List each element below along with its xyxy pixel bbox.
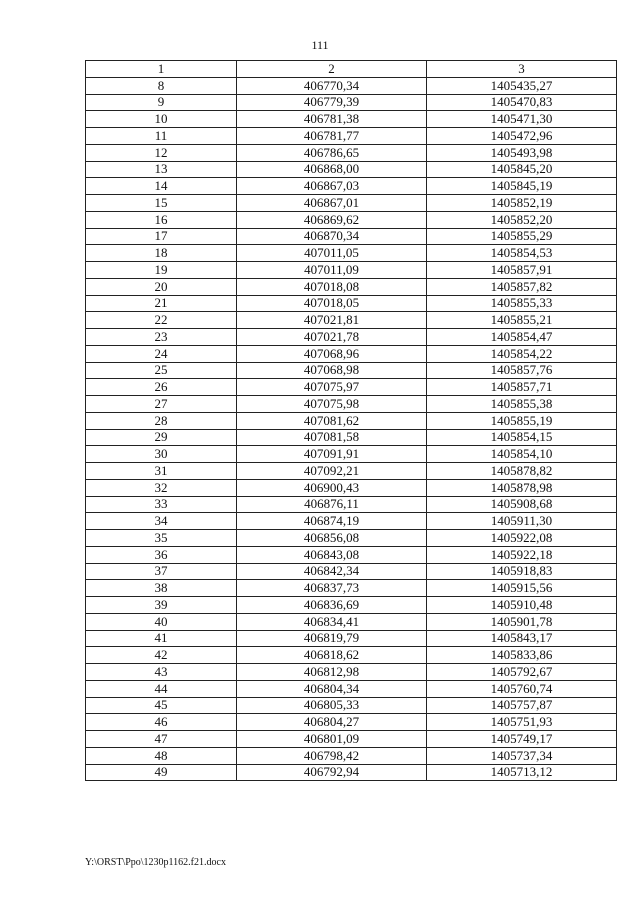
point-number-cell: 49: [86, 764, 237, 781]
point-number-cell: 17: [86, 228, 237, 245]
table-row: [86, 128, 617, 145]
point-number-cell: 11: [86, 128, 237, 145]
y-coordinate-cell: 1405472,96: [427, 128, 617, 145]
point-number-cell: 18: [86, 245, 237, 262]
y-coordinate-cell: 1405855,38: [427, 396, 617, 413]
table-row: [86, 178, 617, 195]
table-row: [86, 463, 617, 480]
x-coordinate-cell: 407081,58: [237, 429, 427, 446]
point-number-cell: 14: [86, 178, 237, 195]
y-coordinate-cell: 1405855,29: [427, 228, 617, 245]
x-coordinate-cell: 406870,34: [237, 228, 427, 245]
y-coordinate-cell: 1405915,56: [427, 580, 617, 597]
point-number-cell: 27: [86, 396, 237, 413]
x-coordinate-cell: 406801,09: [237, 731, 427, 748]
x-coordinate-cell: 406798,42: [237, 747, 427, 764]
table-row: [86, 211, 617, 228]
page-number: 111: [311, 38, 329, 52]
table-row: [86, 144, 617, 161]
x-coordinate-cell: 406779,39: [237, 94, 427, 111]
point-number-cell: 32: [86, 479, 237, 496]
point-number-cell: 16: [86, 211, 237, 228]
table-row: [86, 111, 617, 128]
x-coordinate-cell: 406856,08: [237, 530, 427, 547]
x-coordinate-cell: 406867,03: [237, 178, 427, 195]
coordinates-table: [85, 60, 617, 781]
x-coordinate-cell: 407018,08: [237, 278, 427, 295]
table-row: [86, 329, 617, 346]
point-number-cell: 40: [86, 613, 237, 630]
x-coordinate-cell: 406770,34: [237, 77, 427, 94]
x-coordinate-cell: 406834,41: [237, 613, 427, 630]
table-row: [86, 714, 617, 731]
point-number-cell: 42: [86, 647, 237, 664]
y-coordinate-cell: 1405854,15: [427, 429, 617, 446]
y-coordinate-cell: 1405760,74: [427, 680, 617, 697]
table-row: [86, 496, 617, 513]
point-number-cell: 13: [86, 161, 237, 178]
y-coordinate-cell: 1405854,10: [427, 446, 617, 463]
y-coordinate-cell: 1405854,47: [427, 329, 617, 346]
y-coordinate-cell: 1405751,93: [427, 714, 617, 731]
y-coordinate-cell: 1405833,86: [427, 647, 617, 664]
table-row: [86, 530, 617, 547]
table-row: [86, 345, 617, 362]
table-row: [86, 278, 617, 295]
table-row: [86, 429, 617, 446]
x-coordinate-cell: 407092,21: [237, 463, 427, 480]
table-row: [86, 295, 617, 312]
x-coordinate-cell: 406805,33: [237, 697, 427, 714]
table-row: [86, 412, 617, 429]
table-row: [86, 664, 617, 681]
x-coordinate-cell: 407021,81: [237, 312, 427, 329]
x-coordinate-cell: 407068,98: [237, 362, 427, 379]
table-row: [86, 479, 617, 496]
point-number-cell: 43: [86, 664, 237, 681]
point-number-cell: 22: [86, 312, 237, 329]
point-number-cell: 37: [86, 563, 237, 580]
point-number-cell: 46: [86, 714, 237, 731]
point-number-cell: 38: [86, 580, 237, 597]
table-row: [86, 446, 617, 463]
point-number-cell: 44: [86, 680, 237, 697]
y-coordinate-cell: 1405857,91: [427, 262, 617, 279]
column-header-1: 1: [86, 61, 237, 78]
point-number-cell: 10: [86, 111, 237, 128]
y-coordinate-cell: 1405749,17: [427, 731, 617, 748]
point-number-cell: 45: [86, 697, 237, 714]
y-coordinate-cell: 1405922,18: [427, 546, 617, 563]
table-row: [86, 262, 617, 279]
table-row: [86, 396, 617, 413]
y-coordinate-cell: 1405493,98: [427, 144, 617, 161]
x-coordinate-cell: 406781,38: [237, 111, 427, 128]
footer-file-path: Y:\ORST\Ppo\1230p1162.f21.docx: [85, 857, 226, 868]
table-row: [86, 630, 617, 647]
y-coordinate-cell: 1405713,12: [427, 764, 617, 781]
x-coordinate-cell: 406876,11: [237, 496, 427, 513]
x-coordinate-cell: 407018,05: [237, 295, 427, 312]
table-row: [86, 613, 617, 630]
y-coordinate-cell: 1405911,30: [427, 513, 617, 530]
point-number-cell: 15: [86, 195, 237, 212]
y-coordinate-cell: 1405922,08: [427, 530, 617, 547]
y-coordinate-cell: 1405843,17: [427, 630, 617, 647]
table-row: [86, 747, 617, 764]
table-row: [86, 680, 617, 697]
x-coordinate-cell: 406781,77: [237, 128, 427, 145]
x-coordinate-cell: 406900,43: [237, 479, 427, 496]
x-coordinate-cell: 406837,73: [237, 580, 427, 597]
y-coordinate-cell: 1405435,27: [427, 77, 617, 94]
x-coordinate-cell: 406874,19: [237, 513, 427, 530]
point-number-cell: 41: [86, 630, 237, 647]
table-row: [86, 731, 617, 748]
y-coordinate-cell: 1405857,71: [427, 379, 617, 396]
y-coordinate-cell: 1405737,34: [427, 747, 617, 764]
x-coordinate-cell: 406842,34: [237, 563, 427, 580]
y-coordinate-cell: 1405918,83: [427, 563, 617, 580]
point-number-cell: 29: [86, 429, 237, 446]
table-row: [86, 161, 617, 178]
x-coordinate-cell: 406818,62: [237, 647, 427, 664]
point-number-cell: 28: [86, 412, 237, 429]
y-coordinate-cell: 1405792,67: [427, 664, 617, 681]
x-coordinate-cell: 407011,09: [237, 262, 427, 279]
table-row: [86, 513, 617, 530]
x-coordinate-cell: 406836,69: [237, 597, 427, 614]
table-header-row: [86, 61, 617, 78]
x-coordinate-cell: 407011,05: [237, 245, 427, 262]
y-coordinate-cell: 1405854,53: [427, 245, 617, 262]
table-row: [86, 195, 617, 212]
table-row: [86, 647, 617, 664]
y-coordinate-cell: 1405857,76: [427, 362, 617, 379]
x-coordinate-cell: 406867,01: [237, 195, 427, 212]
point-number-cell: 30: [86, 446, 237, 463]
point-number-cell: 20: [86, 278, 237, 295]
y-coordinate-cell: 1405852,20: [427, 211, 617, 228]
y-coordinate-cell: 1405878,98: [427, 479, 617, 496]
y-coordinate-cell: 1405852,19: [427, 195, 617, 212]
table-row: [86, 597, 617, 614]
y-coordinate-cell: 1405908,68: [427, 496, 617, 513]
table-row: [86, 546, 617, 563]
y-coordinate-cell: 1405855,19: [427, 412, 617, 429]
point-number-cell: 35: [86, 530, 237, 547]
table-row: [86, 362, 617, 379]
point-number-cell: 9: [86, 94, 237, 111]
column-header-3: 3: [427, 61, 617, 78]
point-number-cell: 31: [86, 463, 237, 480]
y-coordinate-cell: 1405855,21: [427, 312, 617, 329]
x-coordinate-cell: 407021,78: [237, 329, 427, 346]
y-coordinate-cell: 1405757,87: [427, 697, 617, 714]
point-number-cell: 21: [86, 295, 237, 312]
x-coordinate-cell: 407068,96: [237, 345, 427, 362]
point-number-cell: 34: [86, 513, 237, 530]
table-row: [86, 697, 617, 714]
point-number-cell: 48: [86, 747, 237, 764]
x-coordinate-cell: 406812,98: [237, 664, 427, 681]
table-row: [86, 77, 617, 94]
table-row: [86, 563, 617, 580]
x-coordinate-cell: 407081,62: [237, 412, 427, 429]
point-number-cell: 24: [86, 345, 237, 362]
x-coordinate-cell: 406804,27: [237, 714, 427, 731]
y-coordinate-cell: 1405857,82: [427, 278, 617, 295]
x-coordinate-cell: 406804,34: [237, 680, 427, 697]
y-coordinate-cell: 1405901,78: [427, 613, 617, 630]
x-coordinate-cell: 407091,91: [237, 446, 427, 463]
y-coordinate-cell: 1405471,30: [427, 111, 617, 128]
x-coordinate-cell: 407075,97: [237, 379, 427, 396]
table-row: [86, 94, 617, 111]
x-coordinate-cell: 406868,00: [237, 161, 427, 178]
table-row: [86, 245, 617, 262]
x-coordinate-cell: 406792,94: [237, 764, 427, 781]
table-row: [86, 228, 617, 245]
x-coordinate-cell: 406869,62: [237, 211, 427, 228]
point-number-cell: 33: [86, 496, 237, 513]
point-number-cell: 36: [86, 546, 237, 563]
point-number-cell: 25: [86, 362, 237, 379]
y-coordinate-cell: 1405854,22: [427, 345, 617, 362]
y-coordinate-cell: 1405910,48: [427, 597, 617, 614]
table-row: [86, 379, 617, 396]
y-coordinate-cell: 1405878,82: [427, 463, 617, 480]
y-coordinate-cell: 1405845,20: [427, 161, 617, 178]
point-number-cell: 19: [86, 262, 237, 279]
x-coordinate-cell: 406786,65: [237, 144, 427, 161]
y-coordinate-cell: 1405470,83: [427, 94, 617, 111]
y-coordinate-cell: 1405855,33: [427, 295, 617, 312]
point-number-cell: 8: [86, 77, 237, 94]
point-number-cell: 23: [86, 329, 237, 346]
column-header-2: 2: [237, 61, 427, 78]
table-row: [86, 312, 617, 329]
point-number-cell: 26: [86, 379, 237, 396]
table-row: [86, 580, 617, 597]
x-coordinate-cell: 406819,79: [237, 630, 427, 647]
x-coordinate-cell: 406843,08: [237, 546, 427, 563]
table-row: [86, 764, 617, 781]
point-number-cell: 47: [86, 731, 237, 748]
y-coordinate-cell: 1405845,19: [427, 178, 617, 195]
table-body: [86, 77, 617, 781]
point-number-cell: 39: [86, 597, 237, 614]
point-number-cell: 12: [86, 144, 237, 161]
x-coordinate-cell: 407075,98: [237, 396, 427, 413]
